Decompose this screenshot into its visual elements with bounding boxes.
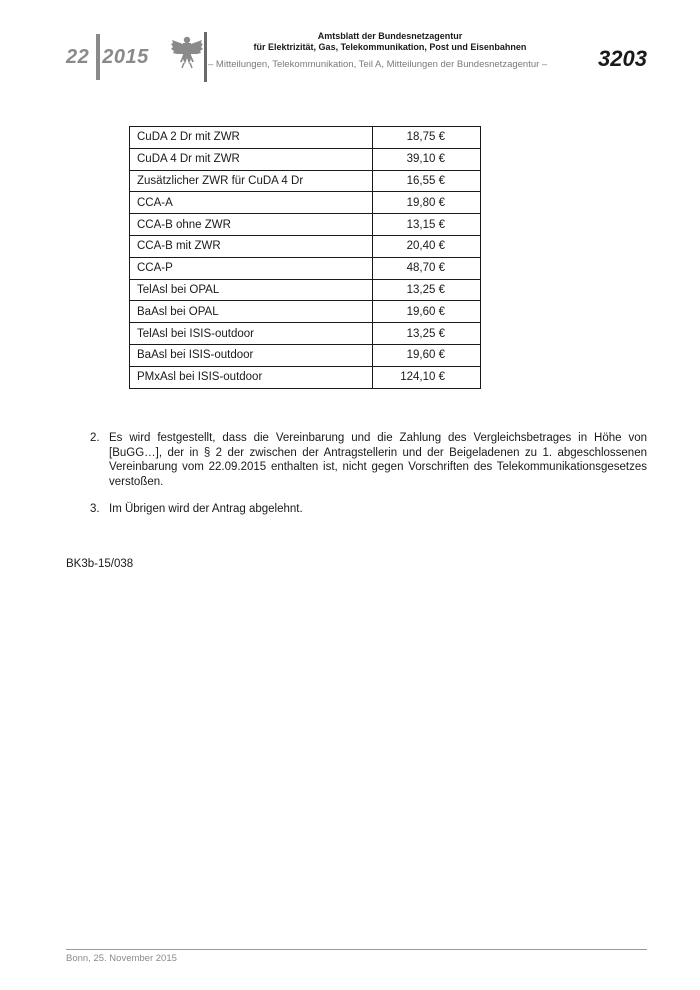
table-row bbox=[130, 127, 481, 149]
footer-divider bbox=[66, 949, 647, 950]
item-text: Im Übrigen wird der Antrag abgelehnt. bbox=[109, 503, 303, 515]
service-price: 18,75 € bbox=[373, 127, 481, 149]
price-table bbox=[129, 126, 481, 389]
service-price: 19,60 € bbox=[373, 301, 481, 323]
service-name: CCA-A bbox=[130, 192, 373, 214]
decision-item-2 bbox=[90, 431, 647, 489]
item-number: 3. bbox=[90, 503, 100, 515]
issue-year: 2015 bbox=[102, 46, 149, 68]
issue-number: 22 bbox=[66, 46, 90, 68]
service-name: BaAsl bei ISIS-outdoor bbox=[130, 344, 373, 366]
gazette-title-line2: für Elektrizität, Gas, Telekommunikation, Post und Eisenbahnen bbox=[253, 42, 527, 52]
federal-eagle-icon bbox=[170, 34, 204, 70]
service-name: PMxAsl bei ISIS-outdoor bbox=[130, 366, 373, 388]
table-row bbox=[130, 301, 481, 323]
issue-label bbox=[66, 46, 149, 69]
item-text: Es wird festgestellt, dass die Vereinbarung und die Zahlung des Vergleichsbetrages in Höhe von [BuGG…], der in § 2 der zwischen der Antragstellerin und der Beigeladenen zu 1. abgeschlossenen Vereinbarung vom 22.09.2015 enthalten ist, nicht gegen Vorschriften des Telekommunikationsgesetzes verstoßen. bbox=[109, 432, 647, 488]
service-price: 39,10 € bbox=[373, 148, 481, 170]
table-row bbox=[130, 323, 481, 345]
file-reference: BK3b-15/038 bbox=[66, 558, 134, 570]
table-row bbox=[130, 170, 481, 192]
service-price: 16,55 € bbox=[373, 170, 481, 192]
table-row bbox=[130, 366, 481, 388]
service-price: 48,70 € bbox=[373, 257, 481, 279]
service-name: CuDA 4 Dr mit ZWR bbox=[130, 148, 373, 170]
service-name: Zusätzlicher ZWR für CuDA 4 Dr bbox=[130, 170, 373, 192]
decision-item-3 bbox=[90, 502, 647, 517]
table-row bbox=[130, 192, 481, 214]
table-row bbox=[130, 148, 481, 170]
service-price: 20,40 € bbox=[373, 235, 481, 257]
header-vertical-rule bbox=[204, 32, 207, 82]
page-number: 3203 bbox=[598, 46, 647, 71]
table-row bbox=[130, 214, 481, 236]
service-name: TelAsl bei OPAL bbox=[130, 279, 373, 301]
footer-date: Bonn, 25. November 2015 bbox=[66, 953, 177, 964]
service-price: 13,15 € bbox=[373, 214, 481, 236]
service-price: 19,80 € bbox=[373, 192, 481, 214]
issue-separator bbox=[96, 34, 100, 80]
service-name: BaAsl bei OPAL bbox=[130, 301, 373, 323]
table-row bbox=[130, 257, 481, 279]
gazette-title bbox=[220, 31, 560, 53]
gazette-subtitle: – Mitteilungen, Telekommunikation, Teil A, Mitteilungen der Bundesnetzagentur – bbox=[208, 59, 548, 70]
table-row bbox=[130, 344, 481, 366]
service-price: 19,60 € bbox=[373, 344, 481, 366]
service-name: CCA-B mit ZWR bbox=[130, 235, 373, 257]
table-row bbox=[130, 235, 481, 257]
gazette-title-line1: Amtsblatt der Bundesnetzagentur bbox=[317, 31, 463, 41]
service-name: CuDA 2 Dr mit ZWR bbox=[130, 127, 373, 149]
service-name: TelAsl bei ISIS-outdoor bbox=[130, 323, 373, 345]
service-price: 124,10 € bbox=[373, 366, 481, 388]
service-name: CCA-B ohne ZWR bbox=[130, 214, 373, 236]
service-price: 13,25 € bbox=[373, 279, 481, 301]
item-number: 2. bbox=[90, 432, 100, 444]
table-row bbox=[130, 279, 481, 301]
service-name: CCA-P bbox=[130, 257, 373, 279]
service-price: 13,25 € bbox=[373, 323, 481, 345]
